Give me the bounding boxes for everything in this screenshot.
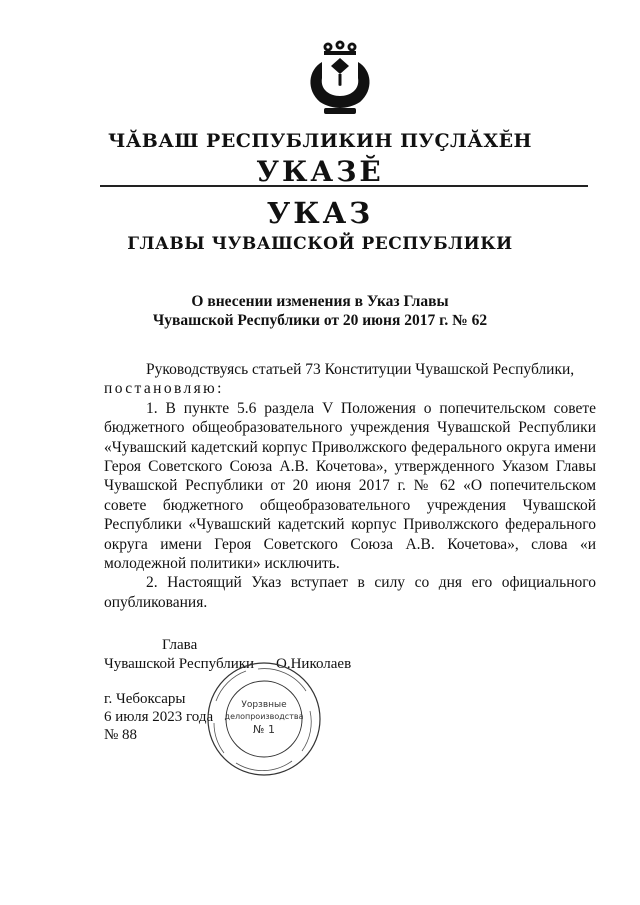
body-paragraph-item-2: 2. Настоящий Указ вступает в силу со дня его официального опубликования. xyxy=(104,574,596,611)
decree-number: № 88 xyxy=(104,727,138,743)
signing-date: 6 июля 2023 года xyxy=(104,709,214,725)
place-of-signing: г. Чебоксары xyxy=(104,691,186,707)
coat-of-arms-icon xyxy=(300,40,380,120)
stamp-text-2: делопроизводства xyxy=(224,712,304,721)
title-line-2: Чувашской Республики от 20 июня 2017 г. № 62 xyxy=(152,312,488,329)
stamp-text-3: № 1 xyxy=(253,723,275,736)
signature-position-line-2: Чувашской Республики xyxy=(104,656,255,672)
title-line-1: О внесении изменения в Указ Главы xyxy=(191,293,449,310)
body-paragraph-1: Руководствуясь статьей 73 Конституции Чувашской Республики, xyxy=(146,361,575,378)
signature-position-line-1: Глава xyxy=(162,637,198,653)
header-divider xyxy=(100,185,588,187)
body-resolve-word: постановляю: xyxy=(104,380,224,398)
document-body xyxy=(104,360,596,612)
registration-stamp xyxy=(206,661,322,777)
chuvash-header-line: ЧӐВАШ РЕСПУБЛИКИН ПУҪЛӐХӖН xyxy=(107,130,533,152)
issuer-heading: ГЛАВЫ ЧУВАШСКОЙ РЕСПУБЛИКИ xyxy=(127,234,513,254)
signature-name: О.Николаев xyxy=(276,656,352,672)
chuvash-decree-heading: УКАЗӖ xyxy=(256,155,384,188)
document-title xyxy=(0,292,640,330)
decree-heading: УКАЗ xyxy=(266,196,374,230)
stamp-text-1: Уорзвные xyxy=(241,700,287,710)
body-paragraph-item-1: 1. В пункте 5.6 раздела V Положения о попечительском совете бюджетного общеобразовательного учреждения Чувашской Республики «Чувашский кадетский корпус Приволжского федерального округа имени Героя Советского Союза А.В. Кочетова», утвержденного Указом Главы Чувашской Республики от 20 июня 2017 г. № 62 «О попечительском совете бюджетного общеобразовательного учреждения Чувашской Республики «Чувашский кадетский корпус Приволжского федерального округа имени Героя Советского Союза А.В. Кочетова», слова «и молодежной политики» исключить. xyxy=(104,399,596,573)
